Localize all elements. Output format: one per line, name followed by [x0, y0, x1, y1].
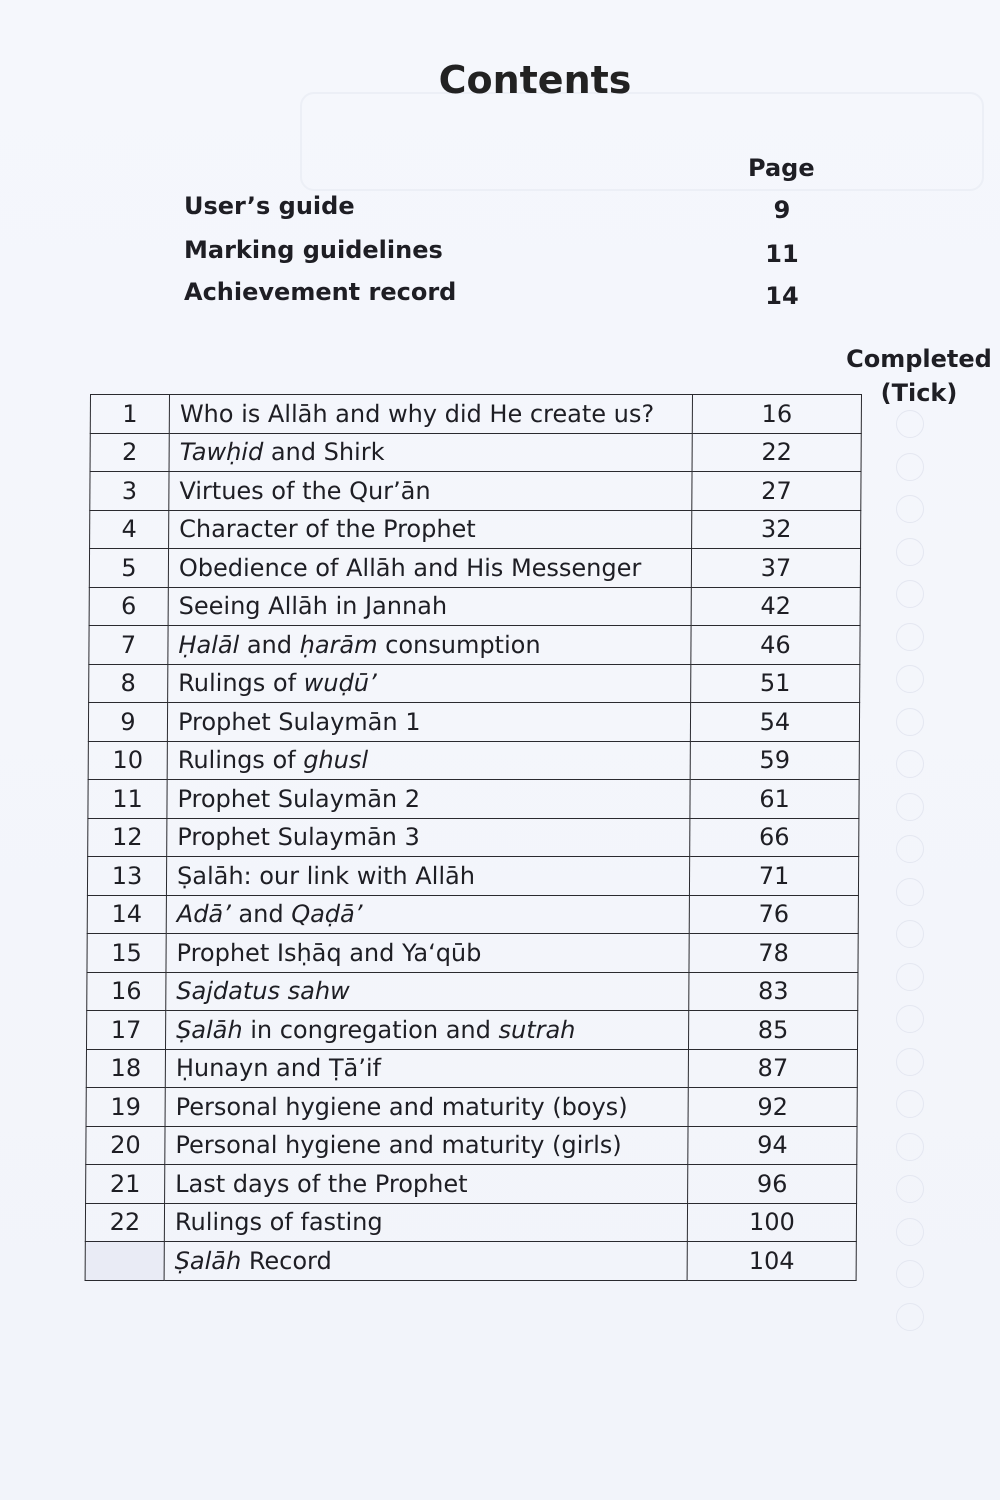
lesson-number: 6	[89, 587, 168, 626]
table-row	[90, 433, 861, 472]
tick-circle	[896, 835, 924, 863]
lesson-title: Sajdatus sahw	[166, 972, 689, 1011]
front-matter-item	[184, 192, 824, 224]
front-matter-item	[184, 236, 824, 268]
show-through-box	[300, 92, 984, 191]
table-row	[87, 934, 858, 973]
table-row	[86, 1126, 857, 1165]
tick-circle	[896, 453, 924, 481]
front-matter-page: 14	[765, 282, 799, 310]
table-row	[90, 510, 861, 549]
lesson-number: 18	[86, 1049, 165, 1088]
lesson-title: Ṣalāh Record	[164, 1242, 687, 1281]
lesson-title: Adā’ and Qaḍā’	[166, 895, 689, 934]
table-row	[86, 1088, 857, 1127]
lesson-page: 100	[687, 1203, 856, 1242]
tick-circle	[896, 1303, 924, 1331]
table-row	[86, 1011, 857, 1050]
table-row	[87, 972, 858, 1011]
lesson-title: Personal hygiene and maturity (girls)	[165, 1126, 688, 1165]
tick-circle	[896, 1260, 924, 1288]
lesson-number: 14	[87, 895, 166, 934]
lesson-number: 7	[89, 626, 168, 665]
table-row	[89, 664, 860, 703]
lesson-title: Prophet Sulaymān 1	[167, 703, 690, 742]
tick-circle	[896, 410, 924, 438]
lesson-number: 5	[89, 549, 168, 588]
front-matter-page: 9	[773, 196, 791, 224]
front-matter-item	[184, 278, 824, 310]
page-title: Contents	[438, 58, 632, 102]
table-row	[86, 1049, 857, 1088]
table-row	[89, 587, 860, 626]
lesson-title: Prophet Isḥāq and Ya‘qūb	[166, 934, 689, 973]
lesson-title: Character of the Prophet	[169, 510, 692, 549]
tick-circle	[896, 665, 924, 693]
lesson-title: Tawḥid and Shirk	[169, 433, 692, 472]
tick-circle	[896, 1175, 924, 1203]
lesson-page: 76	[689, 895, 858, 934]
table-row	[88, 780, 859, 819]
lesson-title: Ṣalāh in congregation and sutrah	[165, 1011, 688, 1050]
tick-circle	[896, 920, 924, 948]
lesson-page: 92	[688, 1088, 857, 1127]
table-row	[85, 1242, 856, 1281]
lesson-page: 78	[689, 934, 858, 973]
lesson-number: 17	[86, 1011, 165, 1050]
lesson-number: 1	[90, 395, 169, 434]
lesson-number: 2	[90, 433, 169, 472]
completed-label-line1: Completed	[846, 345, 992, 373]
lesson-page: 85	[688, 1011, 857, 1050]
lesson-number: 3	[90, 472, 169, 511]
tick-circle	[896, 1218, 924, 1246]
lesson-page: 61	[690, 780, 859, 819]
lesson-title: Prophet Sulaymān 2	[167, 780, 690, 819]
lesson-title: Ṣalāh: our link with Allāh	[166, 857, 689, 896]
tick-circle	[896, 495, 924, 523]
tick-circle	[896, 750, 924, 778]
tick-circle	[896, 793, 924, 821]
lesson-page: 16	[692, 395, 861, 434]
lesson-page: 66	[690, 818, 859, 857]
tick-circle	[896, 1005, 924, 1033]
completed-label-line2: (Tick)	[880, 379, 958, 407]
lesson-number: 22	[85, 1203, 164, 1242]
page-column-label: Page	[748, 154, 815, 182]
lesson-title: Who is Allāh and why did He create us?	[169, 395, 692, 434]
lesson-number: 10	[88, 741, 167, 780]
tick-column	[896, 410, 936, 1345]
lesson-page: 42	[691, 587, 860, 626]
lesson-number: 11	[88, 780, 167, 819]
lesson-title: Seeing Allāh in Jannah	[168, 587, 691, 626]
lesson-number: 13	[87, 857, 166, 896]
lesson-title: Last days of the Prophet	[165, 1165, 688, 1204]
lesson-number: 21	[86, 1165, 165, 1204]
table-row	[87, 857, 858, 896]
contents-table	[85, 394, 862, 1281]
lesson-title: Rulings of fasting	[164, 1203, 687, 1242]
lesson-title: Ḥunayn and Ṭā’if	[165, 1049, 688, 1088]
table-row	[90, 472, 861, 511]
lesson-number: 15	[87, 934, 166, 973]
table-row	[90, 395, 861, 434]
lesson-number	[85, 1242, 164, 1281]
lesson-number: 8	[89, 664, 168, 703]
tick-circle	[896, 963, 924, 991]
lesson-title: Prophet Sulaymān 3	[167, 818, 690, 857]
lesson-number: 20	[86, 1126, 165, 1165]
lesson-number: 4	[90, 510, 169, 549]
lesson-title: Ḥalāl and ḥarām consumption	[168, 626, 691, 665]
lesson-page: 22	[692, 433, 861, 472]
lesson-title: Personal hygiene and maturity (boys)	[165, 1088, 688, 1127]
lesson-page: 104	[687, 1242, 856, 1281]
lesson-page: 37	[691, 549, 860, 588]
table-row	[89, 626, 860, 665]
lesson-page: 83	[689, 972, 858, 1011]
completed-column-label	[846, 342, 992, 410]
lesson-number: 19	[86, 1088, 165, 1127]
lesson-page: 27	[692, 472, 861, 511]
lesson-title: Rulings of wuḍū’	[168, 664, 691, 703]
lesson-page: 96	[688, 1165, 857, 1204]
tick-circle	[896, 1133, 924, 1161]
tick-circle	[896, 878, 924, 906]
table-row	[87, 895, 858, 934]
lesson-title: Rulings of ghusl	[167, 741, 690, 780]
table-row	[89, 549, 860, 588]
lesson-page: 94	[688, 1126, 857, 1165]
lesson-number: 12	[88, 818, 167, 857]
table-row	[85, 1203, 856, 1242]
tick-circle	[896, 623, 924, 651]
tick-circle	[896, 708, 924, 736]
front-matter-label: Marking guidelines	[184, 236, 443, 264]
tick-circle	[896, 1090, 924, 1118]
lesson-page: 71	[689, 857, 858, 896]
tick-circle	[896, 1048, 924, 1076]
lesson-page: 87	[688, 1049, 857, 1088]
lesson-page: 32	[692, 510, 861, 549]
lesson-title: Virtues of the Qur’ān	[169, 472, 692, 511]
lesson-title: Obedience of Allāh and His Messenger	[168, 549, 691, 588]
tick-circle	[896, 538, 924, 566]
lesson-page: 59	[690, 741, 859, 780]
table-row	[88, 741, 859, 780]
lesson-page: 54	[690, 703, 859, 742]
lesson-number: 16	[87, 972, 166, 1011]
lesson-page: 46	[691, 626, 860, 665]
table-row	[88, 703, 859, 742]
tick-circle	[896, 580, 924, 608]
front-matter-label: User’s guide	[184, 192, 355, 220]
table-row	[88, 818, 859, 857]
front-matter-label: Achievement record	[184, 278, 457, 306]
front-matter-page: 11	[765, 240, 799, 268]
lesson-number: 9	[88, 703, 167, 742]
table-row	[86, 1165, 857, 1204]
lesson-page: 51	[691, 664, 860, 703]
